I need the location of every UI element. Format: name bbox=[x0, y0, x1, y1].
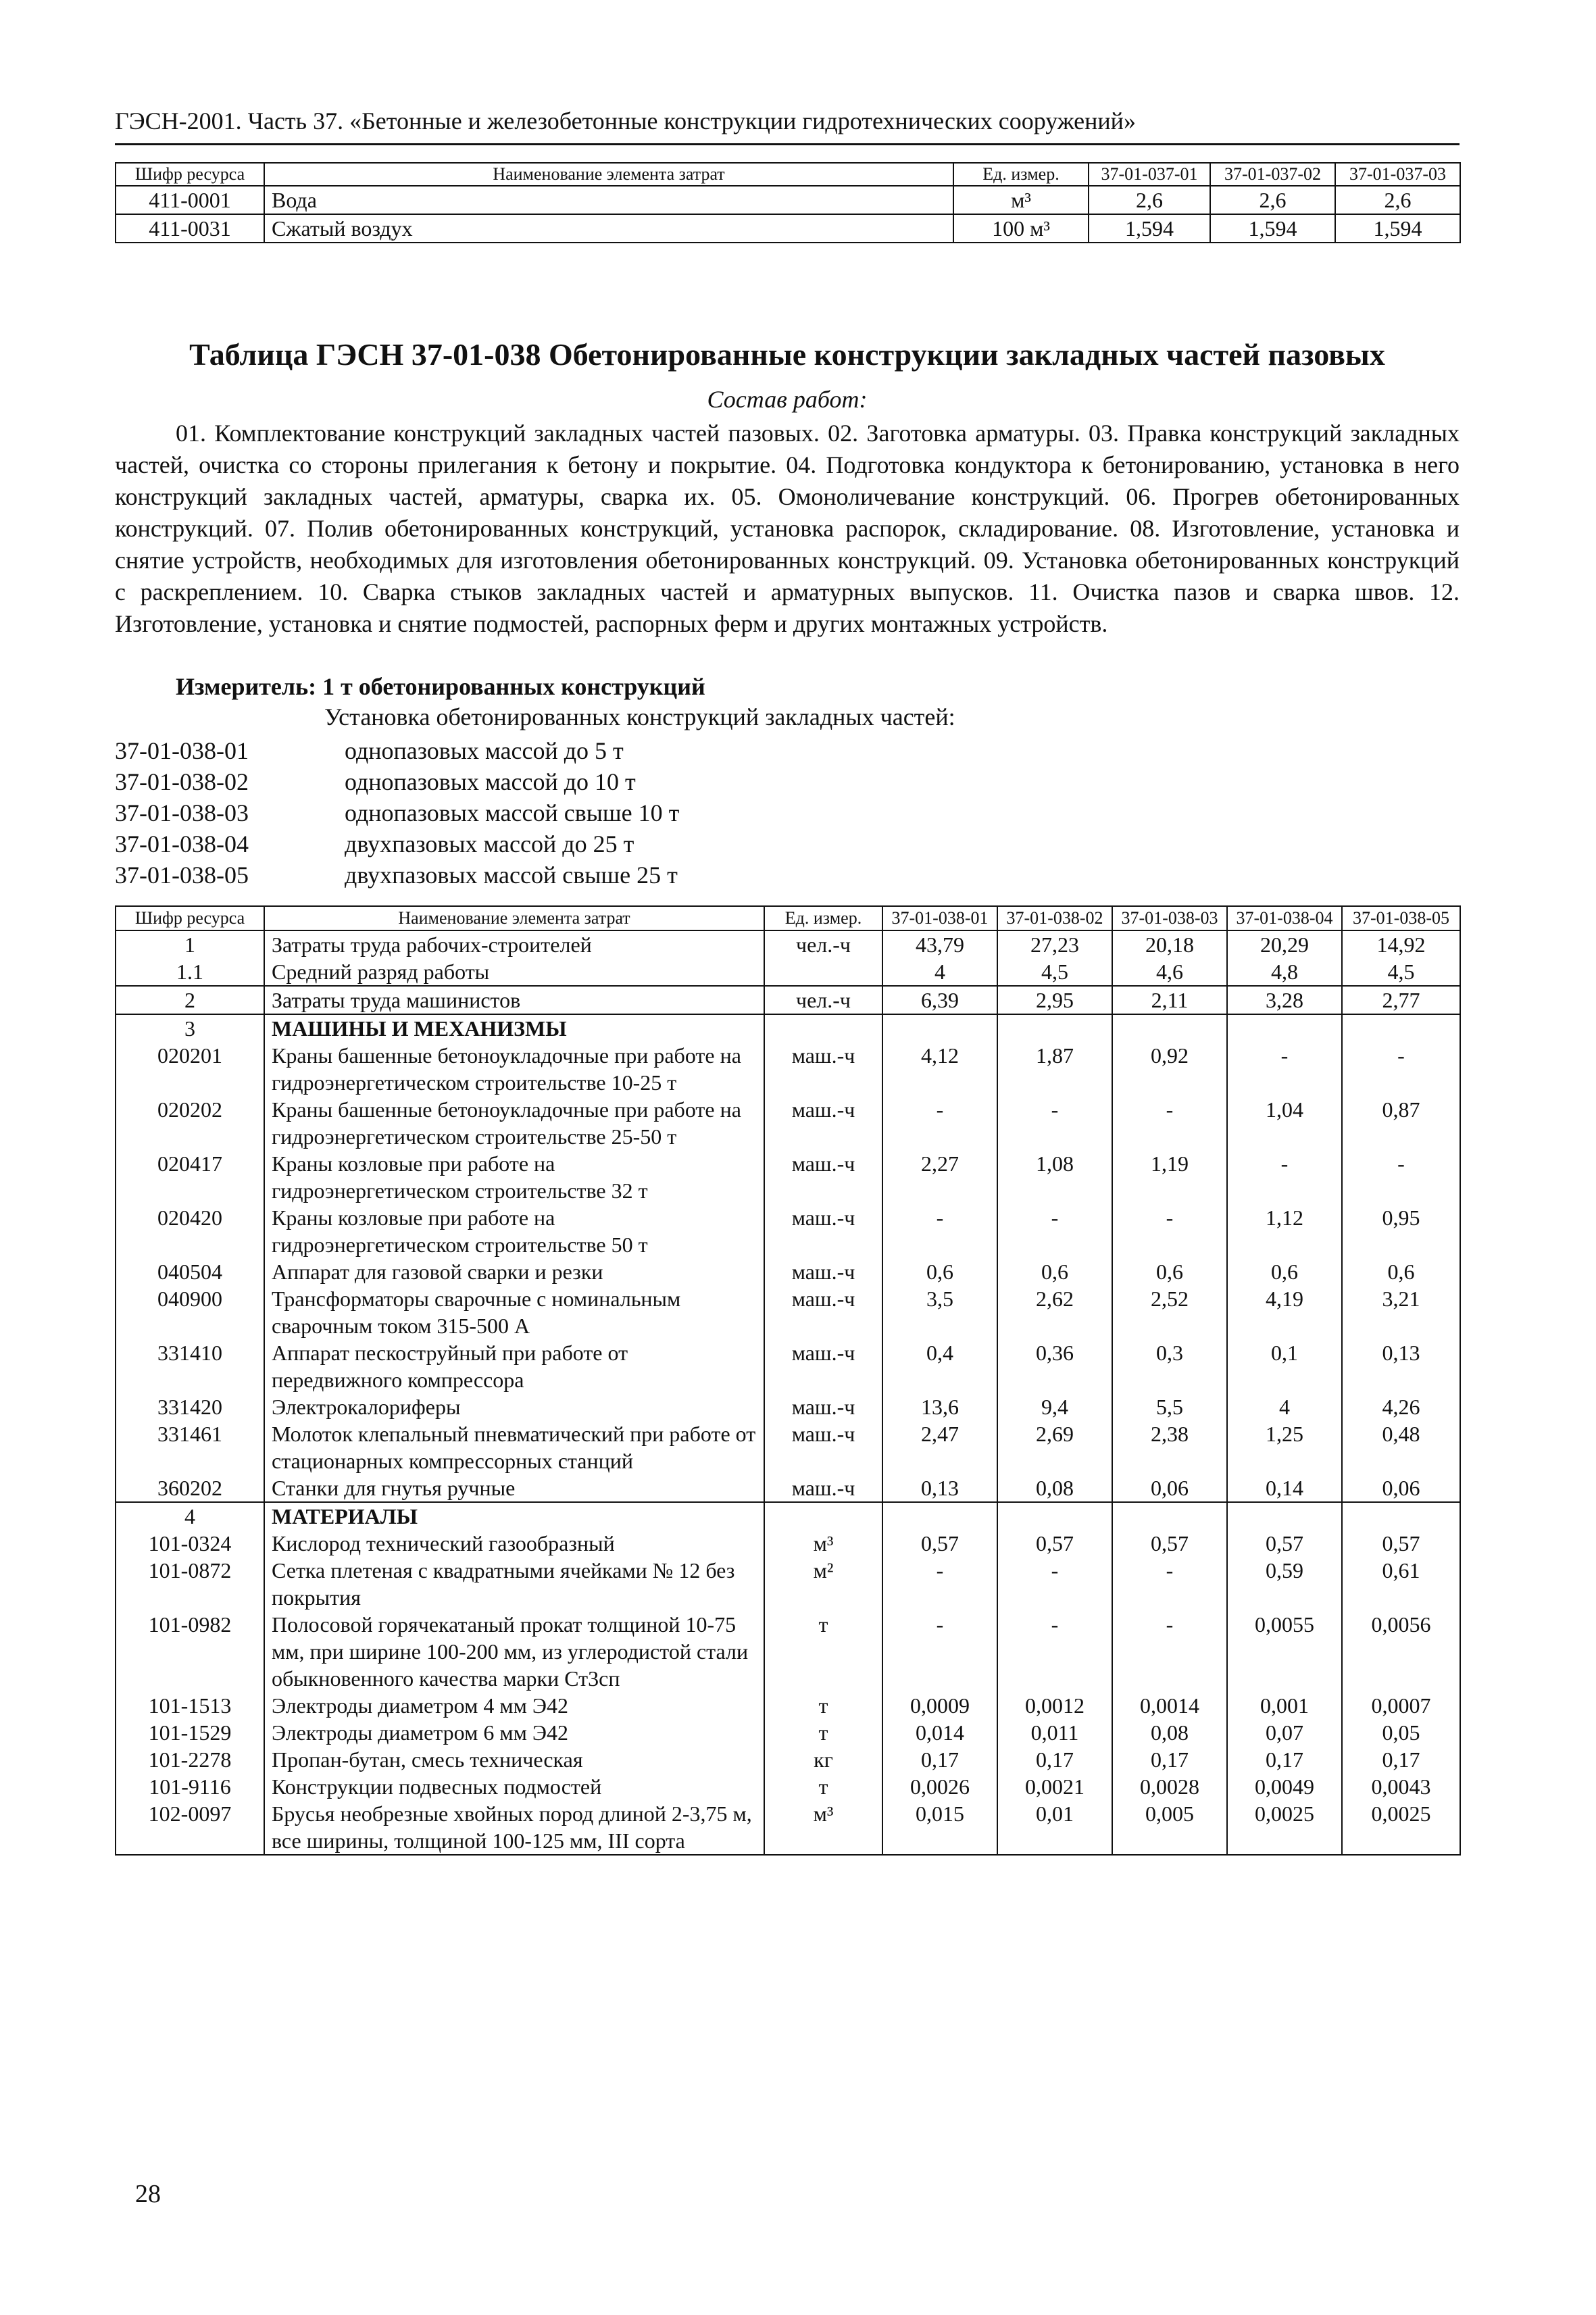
cell-value: 0,13 bbox=[882, 1474, 997, 1502]
cell-name: Полосовой горячекатаный прокат толщиной 10-75 мм, при ширине 100-200 мм, из углеродистой стали обыкновенного качества марки Ст3сп bbox=[264, 1611, 764, 1692]
cell-value: 2,47 bbox=[882, 1420, 997, 1474]
cell-code: 101-1513 bbox=[116, 1692, 264, 1719]
cell-value: - bbox=[882, 1611, 997, 1692]
table-title: Таблица ГЭСН 37-01-038 Обетонированные конструкции закладных частей пазовых bbox=[189, 337, 1385, 372]
cell-name: Пропан-бутан, смесь техническая bbox=[264, 1746, 764, 1773]
cell-code: 101-2278 bbox=[116, 1746, 264, 1773]
header-col: 37-01-038-03 bbox=[1112, 906, 1227, 930]
cell-value: 2,95 bbox=[997, 986, 1112, 1014]
cell-unit bbox=[764, 1014, 882, 1042]
cell-code: 1 bbox=[116, 930, 264, 958]
cell-code: 020202 bbox=[116, 1096, 264, 1150]
table-row bbox=[116, 930, 1460, 958]
cell-value: 0,0049 bbox=[1227, 1773, 1342, 1800]
cell-code: 101-1529 bbox=[116, 1719, 264, 1746]
cell-value: 14,92 bbox=[1342, 930, 1460, 958]
cell-value: 4 bbox=[1227, 1393, 1342, 1420]
cell-value: 1,594 bbox=[1210, 214, 1335, 243]
cell-value: 4 bbox=[882, 958, 997, 986]
cell-value: 4,5 bbox=[1342, 958, 1460, 986]
cell-value: 2,62 bbox=[997, 1285, 1112, 1339]
cell-name: Краны козловые при работе на гидроэнергетическом строительстве 32 т bbox=[264, 1150, 764, 1204]
cell-code: 1.1 bbox=[116, 958, 264, 986]
cell-unit: маш.-ч bbox=[764, 1474, 882, 1502]
cell-value: - bbox=[997, 1557, 1112, 1611]
cell-name: Электрокалориферы bbox=[264, 1393, 764, 1420]
cell-name: Краны башенные бетоноукладочные при работе на гидроэнергетическом строительстве 25-50 т bbox=[264, 1096, 764, 1150]
cell-name: Станки для гнутья ручные bbox=[264, 1474, 764, 1502]
install-heading: Установка обетонированных конструкций закладных частей: bbox=[324, 703, 955, 730]
cell-name: МАШИНЫ И МЕХАНИЗМЫ bbox=[264, 1014, 764, 1042]
cell-value: - bbox=[997, 1611, 1112, 1692]
table-row bbox=[116, 1502, 1460, 1530]
cell-value: 0,57 bbox=[882, 1530, 997, 1557]
cell-name: Трансформаторы сварочные с номинальным сварочным током 315-500 А bbox=[264, 1285, 764, 1339]
cell-value: 0,61 bbox=[1342, 1557, 1460, 1611]
variant-code: 37-01-038-02 bbox=[115, 768, 249, 795]
variant-item bbox=[115, 830, 1460, 861]
cell-value: 0,48 bbox=[1342, 1420, 1460, 1474]
cell-unit: маш.-ч bbox=[764, 1258, 882, 1285]
cell-value: 43,79 bbox=[882, 930, 997, 958]
cell-value: 0,17 bbox=[997, 1746, 1112, 1773]
cell-value: 0,95 bbox=[1342, 1204, 1460, 1258]
cell-value: 0,0026 bbox=[882, 1773, 997, 1800]
cell-value bbox=[997, 1014, 1112, 1042]
table-row bbox=[116, 1042, 1460, 1096]
cell-unit: т bbox=[764, 1773, 882, 1800]
cell-value: 1,87 bbox=[997, 1042, 1112, 1096]
cell-value: - bbox=[997, 1204, 1112, 1258]
cell-value: 0,005 bbox=[1112, 1800, 1227, 1855]
cell-value: 2,11 bbox=[1112, 986, 1227, 1014]
cell-name: Молоток клепальный пневматический при работе от стационарных компрессорных станций bbox=[264, 1420, 764, 1474]
cell-value: 0,0043 bbox=[1342, 1773, 1460, 1800]
cell-name: Вода bbox=[264, 186, 953, 214]
work-composition-paragraph: 01. Комплектование конструкций закладных частей пазовых. 02. Заготовка арматуры. 03. Правка конструкций закладных частей, очистка со стороны прилегания к бетону и покрытие. 04. Подготовка кондуктора к бетонированию, установка в него конструкций закладных частей, арматуры, сварка их. 05. Омоноличевание конструкций. 06. Прогрев обетонированных конструкций. 07. Полив обетонированных конструкций, установка распорок, складирование. 08. Изготовление, установка и снятие устройств, необходимых для изготовления обетонированных конструкций. 09. Установка обетонированных конструкций с раскреплением. 10. Сварка стыков закладных частей и арматурных выпусков. 11. Очистка пазов и сварка швов. 12. Изготовление, установка и снятие подмостей, распорных ферм и других монтажных устройств. bbox=[115, 420, 1460, 637]
cell-value: 0,6 bbox=[1342, 1258, 1460, 1285]
table-row bbox=[116, 1339, 1460, 1393]
cell-unit: маш.-ч bbox=[764, 1420, 882, 1474]
table-row bbox=[116, 1692, 1460, 1719]
cell-code: 331410 bbox=[116, 1339, 264, 1393]
cell-code: 101-9116 bbox=[116, 1773, 264, 1800]
cell-name: Кислород технический газообразный bbox=[264, 1530, 764, 1557]
cell-value: 20,29 bbox=[1227, 930, 1342, 958]
cell-name: Затраты труда машинистов bbox=[264, 986, 764, 1014]
cell-value: 2,52 bbox=[1112, 1285, 1227, 1339]
cell-unit: маш.-ч bbox=[764, 1204, 882, 1258]
cell-code: 101-0982 bbox=[116, 1611, 264, 1692]
table-row bbox=[116, 1474, 1460, 1502]
cell-value: 0,0056 bbox=[1342, 1611, 1460, 1692]
table-row bbox=[116, 1285, 1460, 1339]
header-col: 37-01-037-01 bbox=[1089, 163, 1210, 186]
cell-unit bbox=[764, 1502, 882, 1530]
continued-resource-table bbox=[115, 162, 1461, 243]
cell-value: 0,0025 bbox=[1342, 1800, 1460, 1855]
cell-value: 0,0025 bbox=[1227, 1800, 1342, 1855]
cell-value: 1,594 bbox=[1089, 214, 1210, 243]
cell-value bbox=[882, 1014, 997, 1042]
cell-value: 0,011 bbox=[997, 1719, 1112, 1746]
cell-value: 0,05 bbox=[1342, 1719, 1460, 1746]
header-col: 37-01-037-03 bbox=[1335, 163, 1460, 186]
cell-value bbox=[1342, 1014, 1460, 1042]
cell-value: 0,92 bbox=[1112, 1042, 1227, 1096]
cell-value: - bbox=[997, 1096, 1112, 1150]
cell-value: 0,57 bbox=[997, 1530, 1112, 1557]
cell-value bbox=[1112, 1014, 1227, 1042]
cell-unit: маш.-ч bbox=[764, 1150, 882, 1204]
header-name: Наименование элемента затрат bbox=[264, 163, 953, 186]
cell-value: - bbox=[882, 1204, 997, 1258]
header-col: 37-01-038-02 bbox=[997, 906, 1112, 930]
cell-value: 3,28 bbox=[1227, 986, 1342, 1014]
variant-code: 37-01-038-04 bbox=[115, 830, 249, 857]
cell-value bbox=[1342, 1502, 1460, 1530]
cell-value bbox=[882, 1502, 997, 1530]
variant-item bbox=[115, 861, 1460, 892]
cell-code: 101-0872 bbox=[116, 1557, 264, 1611]
cell-name: Электроды диаметром 4 мм Э42 bbox=[264, 1692, 764, 1719]
cell-unit: м³ bbox=[953, 186, 1089, 214]
cell-value: 0,01 bbox=[997, 1800, 1112, 1855]
resource-norms-table bbox=[115, 905, 1461, 1856]
cell-code: 360202 bbox=[116, 1474, 264, 1502]
cell-value: 0,001 bbox=[1227, 1692, 1342, 1719]
table-header-row bbox=[116, 906, 1460, 930]
cell-value: 0,0007 bbox=[1342, 1692, 1460, 1719]
cell-value: 0,57 bbox=[1112, 1530, 1227, 1557]
variant-code: 37-01-038-05 bbox=[115, 862, 249, 889]
variant-desc: однопазовых массой до 5 т bbox=[345, 737, 624, 764]
cell-value: 2,27 bbox=[882, 1150, 997, 1204]
table-row bbox=[116, 1150, 1460, 1204]
header-code: Шифр ресурса bbox=[116, 163, 264, 186]
table-row bbox=[116, 1258, 1460, 1285]
cell-code: 101-0324 bbox=[116, 1530, 264, 1557]
variant-item bbox=[115, 768, 1460, 799]
cell-value: 0,17 bbox=[1112, 1746, 1227, 1773]
table-row bbox=[116, 1719, 1460, 1746]
cell-value: 4,26 bbox=[1342, 1393, 1460, 1420]
cell-code: 3 bbox=[116, 1014, 264, 1042]
cell-code: 331420 bbox=[116, 1393, 264, 1420]
table-row bbox=[116, 186, 1460, 214]
variant-item bbox=[115, 737, 1460, 768]
cell-value: - bbox=[1342, 1042, 1460, 1096]
header-name: Наименование элемента затрат bbox=[264, 906, 764, 930]
cell-unit: кг bbox=[764, 1746, 882, 1773]
cell-name: Средний разряд работы bbox=[264, 958, 764, 986]
header-rule bbox=[115, 143, 1460, 145]
cell-code: 411-0031 bbox=[116, 214, 264, 243]
header-unit: Ед. измер. bbox=[764, 906, 882, 930]
cell-unit: маш.-ч bbox=[764, 1393, 882, 1420]
cell-value: 0,6 bbox=[1227, 1258, 1342, 1285]
cell-code: 102-0097 bbox=[116, 1800, 264, 1855]
header-col: 37-01-037-02 bbox=[1210, 163, 1335, 186]
cell-name: Конструкции подвесных подмостей bbox=[264, 1773, 764, 1800]
cell-value: 2,77 bbox=[1342, 986, 1460, 1014]
cell-value: 4,8 bbox=[1227, 958, 1342, 986]
cell-code: 2 bbox=[116, 986, 264, 1014]
cell-value: - bbox=[1227, 1150, 1342, 1204]
cell-value: 13,6 bbox=[882, 1393, 997, 1420]
cell-name: Краны башенные бетоноукладочные при работе на гидроэнергетическом строительстве 10-25 т bbox=[264, 1042, 764, 1096]
table-row bbox=[116, 1014, 1460, 1042]
measure-unit: Измеритель: 1 т обетонированных конструкций bbox=[176, 673, 705, 700]
cell-value: - bbox=[1112, 1557, 1227, 1611]
variant-desc: двухпазовых массой свыше 25 т bbox=[345, 862, 678, 889]
page-number: 28 bbox=[135, 2180, 161, 2208]
table-row bbox=[116, 1530, 1460, 1557]
cell-code: 411-0001 bbox=[116, 186, 264, 214]
table-row bbox=[116, 1611, 1460, 1692]
cell-name: Аппарат пескоструйный при работе от передвижного компрессора bbox=[264, 1339, 764, 1393]
cell-unit: чел.-ч bbox=[764, 986, 882, 1014]
header-col: 37-01-038-01 bbox=[882, 906, 997, 930]
cell-value: 20,18 bbox=[1112, 930, 1227, 958]
cell-value: 4,5 bbox=[997, 958, 1112, 986]
cell-value: 3,5 bbox=[882, 1285, 997, 1339]
cell-value: 0,17 bbox=[882, 1746, 997, 1773]
table-row bbox=[116, 958, 1460, 986]
cell-value: 2,6 bbox=[1210, 186, 1335, 214]
cell-code: 020417 bbox=[116, 1150, 264, 1204]
cell-value: 0,14 bbox=[1227, 1474, 1342, 1502]
cell-value bbox=[1227, 1502, 1342, 1530]
cell-value: 0,6 bbox=[882, 1258, 997, 1285]
cell-value: 0,1 bbox=[1227, 1339, 1342, 1393]
table-row bbox=[116, 986, 1460, 1014]
cell-value: - bbox=[1112, 1611, 1227, 1692]
cell-value: 0,17 bbox=[1227, 1746, 1342, 1773]
cell-value: 0,0012 bbox=[997, 1692, 1112, 1719]
cell-code: 040504 bbox=[116, 1258, 264, 1285]
cell-value: - bbox=[1227, 1042, 1342, 1096]
cell-value: 1,19 bbox=[1112, 1150, 1227, 1204]
table-row bbox=[116, 1557, 1460, 1611]
cell-value: 0,17 bbox=[1342, 1746, 1460, 1773]
variant-code: 37-01-038-01 bbox=[115, 737, 249, 764]
cell-value: 0,0014 bbox=[1112, 1692, 1227, 1719]
cell-value: 0,59 bbox=[1227, 1557, 1342, 1611]
cell-unit: т bbox=[764, 1611, 882, 1692]
cell-unit bbox=[764, 958, 882, 986]
cell-code: 020420 bbox=[116, 1204, 264, 1258]
cell-value: 0,0009 bbox=[882, 1692, 997, 1719]
cell-value: 0,07 bbox=[1227, 1719, 1342, 1746]
header-code: Шифр ресурса bbox=[116, 906, 264, 930]
cell-unit: м² bbox=[764, 1557, 882, 1611]
running-header: ГЭСН-2001. Часть 37. «Бетонные и железобетонные конструкции гидротехнических сооружений» bbox=[115, 107, 1136, 134]
cell-value: 1,25 bbox=[1227, 1420, 1342, 1474]
cell-value: 0,08 bbox=[997, 1474, 1112, 1502]
cell-value: 0,36 bbox=[997, 1339, 1112, 1393]
cell-value: - bbox=[882, 1557, 997, 1611]
cell-code: 020201 bbox=[116, 1042, 264, 1096]
cell-value: 0,6 bbox=[1112, 1258, 1227, 1285]
cell-value: - bbox=[1342, 1150, 1460, 1204]
cell-name: Краны козловые при работе на гидроэнергетическом строительстве 50 т bbox=[264, 1204, 764, 1258]
cell-name: Аппарат для газовой сварки и резки bbox=[264, 1258, 764, 1285]
cell-unit: т bbox=[764, 1692, 882, 1719]
cell-value: 2,69 bbox=[997, 1420, 1112, 1474]
cell-value: 2,38 bbox=[1112, 1420, 1227, 1474]
cell-value: 1,08 bbox=[997, 1150, 1112, 1204]
cell-value: 2,6 bbox=[1089, 186, 1210, 214]
header-unit: Ед. измер. bbox=[953, 163, 1089, 186]
cell-unit: м³ bbox=[764, 1530, 882, 1557]
cell-unit: маш.-ч bbox=[764, 1042, 882, 1096]
cell-name: Сжатый воздух bbox=[264, 214, 953, 243]
cell-code: 040900 bbox=[116, 1285, 264, 1339]
cell-value: 0,0028 bbox=[1112, 1773, 1227, 1800]
work-composition-text bbox=[115, 418, 1460, 640]
cell-unit: маш.-ч bbox=[764, 1285, 882, 1339]
cell-value: 4,12 bbox=[882, 1042, 997, 1096]
work-composition-heading: Состав работ: bbox=[707, 386, 868, 413]
header-col: 37-01-038-04 bbox=[1227, 906, 1342, 930]
cell-unit: т bbox=[764, 1719, 882, 1746]
variant-desc: однопазовых массой до 10 т bbox=[345, 768, 636, 795]
cell-value: 0,06 bbox=[1112, 1474, 1227, 1502]
cell-value bbox=[997, 1502, 1112, 1530]
cell-value: 4,6 bbox=[1112, 958, 1227, 986]
cell-value: 9,4 bbox=[997, 1393, 1112, 1420]
cell-unit: маш.-ч bbox=[764, 1339, 882, 1393]
cell-value: - bbox=[882, 1096, 997, 1150]
cell-value: 0,014 bbox=[882, 1719, 997, 1746]
cell-value: 4,19 bbox=[1227, 1285, 1342, 1339]
cell-code: 331461 bbox=[116, 1420, 264, 1474]
cell-value: 0,0055 bbox=[1227, 1611, 1342, 1692]
cell-name: Затраты труда рабочих-строителей bbox=[264, 930, 764, 958]
cell-value: 1,594 bbox=[1335, 214, 1460, 243]
variant-desc: однопазовых массой свыше 10 т bbox=[345, 799, 680, 826]
cell-value: 0,0021 bbox=[997, 1773, 1112, 1800]
cell-value: 0,06 bbox=[1342, 1474, 1460, 1502]
table-row bbox=[116, 1420, 1460, 1474]
cell-value: 2,6 bbox=[1335, 186, 1460, 214]
table-row bbox=[116, 1096, 1460, 1150]
cell-value: 1,12 bbox=[1227, 1204, 1342, 1258]
variant-list bbox=[115, 737, 1460, 892]
cell-value: - bbox=[1112, 1096, 1227, 1150]
cell-value: 0,4 bbox=[882, 1339, 997, 1393]
cell-unit: м³ bbox=[764, 1800, 882, 1855]
table-row bbox=[116, 1800, 1460, 1855]
cell-value: 1,04 bbox=[1227, 1096, 1342, 1150]
cell-value bbox=[1112, 1502, 1227, 1530]
cell-unit: маш.-ч bbox=[764, 1096, 882, 1150]
table-row bbox=[116, 1204, 1460, 1258]
cell-value: 5,5 bbox=[1112, 1393, 1227, 1420]
cell-unit: 100 м³ bbox=[953, 214, 1089, 243]
variant-item bbox=[115, 799, 1460, 830]
cell-value: 0,6 bbox=[997, 1258, 1112, 1285]
cell-value: 0,3 bbox=[1112, 1339, 1227, 1393]
variant-desc: двухпазовых массой до 25 т bbox=[345, 830, 634, 857]
cell-name: Электроды диаметром 6 мм Э42 bbox=[264, 1719, 764, 1746]
cell-unit: чел.-ч bbox=[764, 930, 882, 958]
cell-name: МАТЕРИАЛЫ bbox=[264, 1502, 764, 1530]
cell-value: 3,21 bbox=[1342, 1285, 1460, 1339]
cell-value: 0,87 bbox=[1342, 1096, 1460, 1150]
cell-value: 27,23 bbox=[997, 930, 1112, 958]
cell-value: 0,13 bbox=[1342, 1339, 1460, 1393]
cell-name: Сетка плетеная с квадратными ячейками № 12 без покрытия bbox=[264, 1557, 764, 1611]
cell-value bbox=[1227, 1014, 1342, 1042]
table-row bbox=[116, 1393, 1460, 1420]
cell-name: Брусья необрезные хвойных пород длиной 2-3,75 м, все ширины, толщиной 100-125 мм, III сорта bbox=[264, 1800, 764, 1855]
header-col: 37-01-038-05 bbox=[1342, 906, 1460, 930]
cell-value: - bbox=[1112, 1204, 1227, 1258]
table-row bbox=[116, 1773, 1460, 1800]
cell-value: 0,08 bbox=[1112, 1719, 1227, 1746]
table-row bbox=[116, 214, 1460, 243]
cell-value: 6,39 bbox=[882, 986, 997, 1014]
variant-code: 37-01-038-03 bbox=[115, 799, 249, 826]
table-header-row bbox=[116, 163, 1460, 186]
cell-value: 0,57 bbox=[1227, 1530, 1342, 1557]
cell-value: 0,015 bbox=[882, 1800, 997, 1855]
cell-value: 0,57 bbox=[1342, 1530, 1460, 1557]
table-row bbox=[116, 1746, 1460, 1773]
cell-code: 4 bbox=[116, 1502, 264, 1530]
